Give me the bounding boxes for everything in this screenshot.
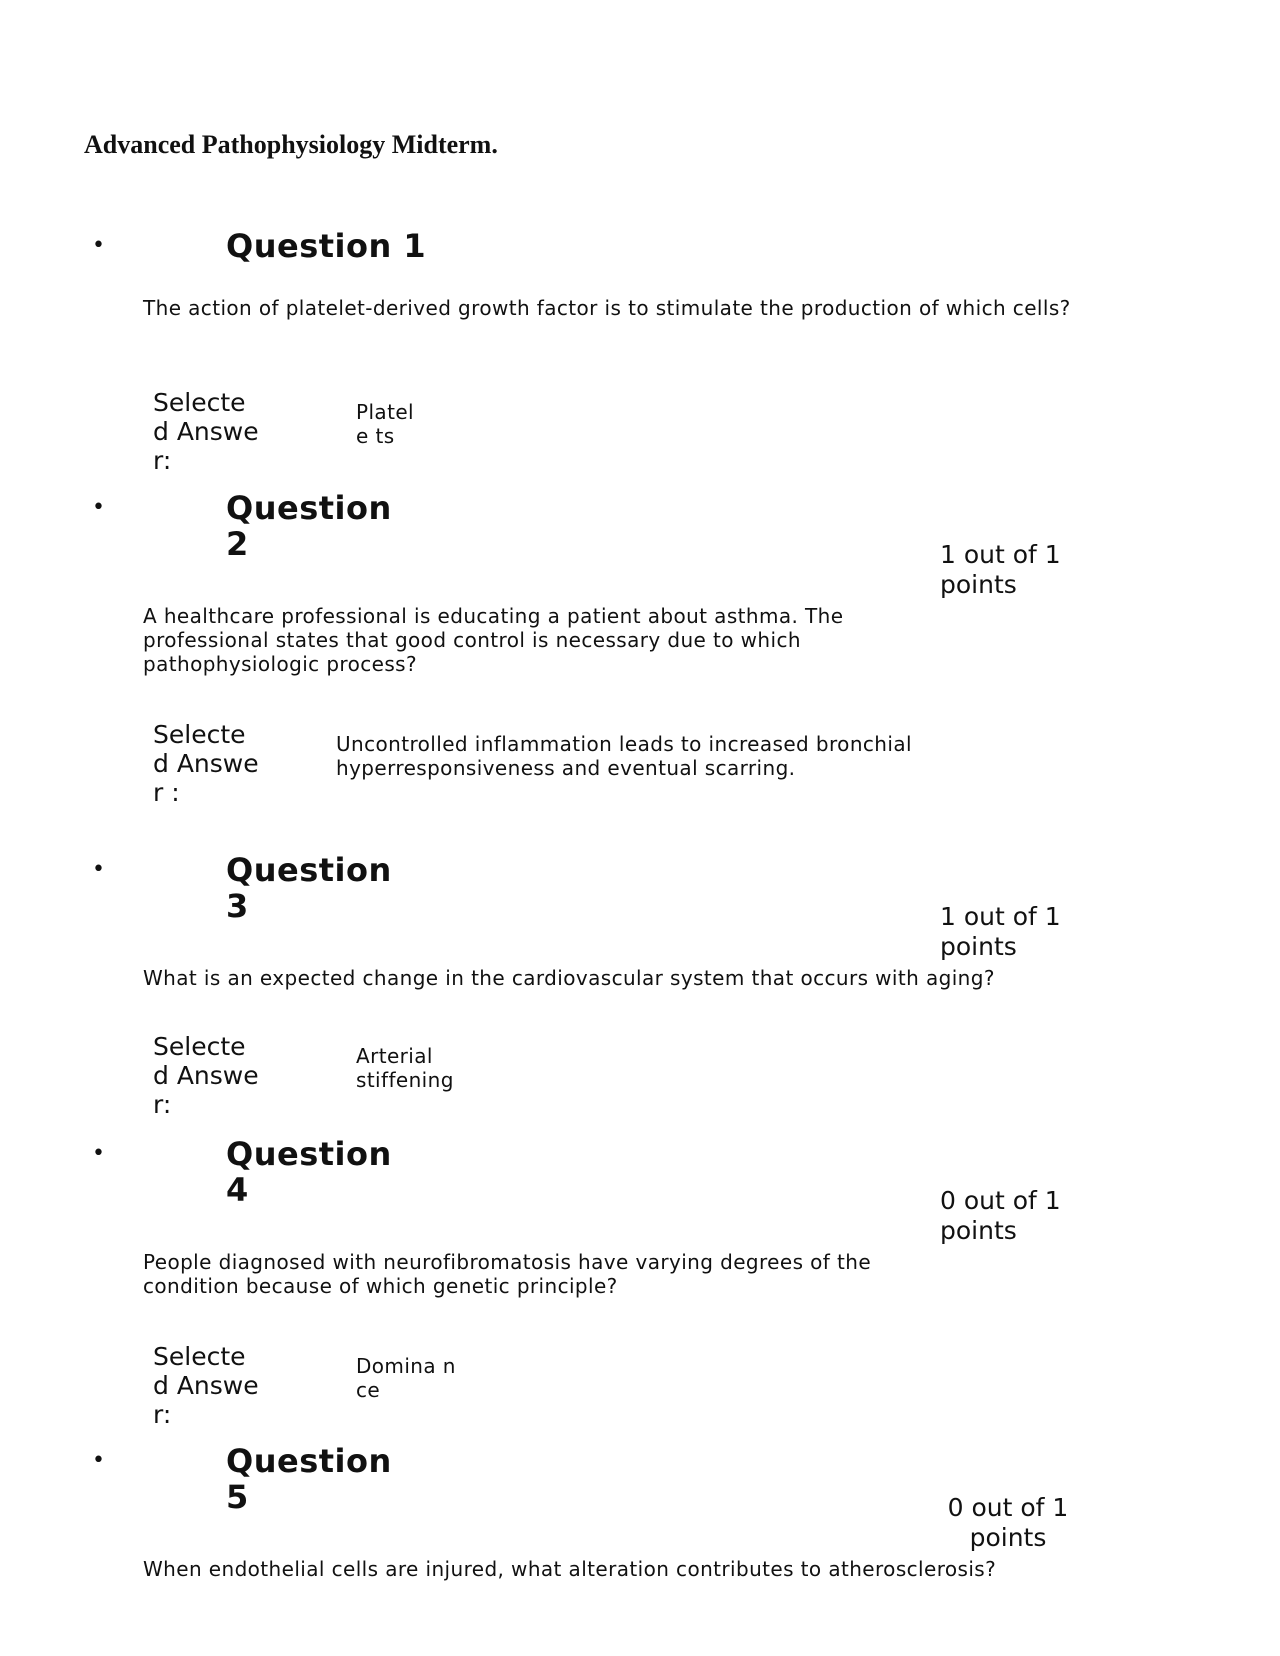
points-score: 1 out of 1 points bbox=[940, 902, 1061, 961]
bullet: • bbox=[92, 857, 105, 882]
selected-answer-label: Selecte d Answer: bbox=[153, 1342, 259, 1429]
selected-answer-label: Selecte d Answer: bbox=[153, 1032, 259, 1119]
selected-answer: Domina n ce bbox=[356, 1354, 456, 1402]
points-score: 0 out of 1 points bbox=[947, 1493, 1069, 1552]
bullet: • bbox=[92, 1141, 105, 1166]
question-heading: Question 1 bbox=[226, 227, 427, 265]
bullet: • bbox=[92, 495, 105, 520]
question-text: People diagnosed with neurofibromatosis have varying degrees of the condition because of which genetic principle? bbox=[143, 1250, 872, 1298]
points-score: 0 out of 1 points bbox=[940, 1186, 1061, 1245]
bullet: • bbox=[92, 1448, 105, 1473]
question-text: When endothelial cells are injured, what alteration contributes to atherosclerosis? bbox=[143, 1557, 997, 1581]
selected-answer: Uncontrolled inflammation leads to increased bronchial hyperresponsiveness and eventual scarring. bbox=[336, 732, 912, 780]
selected-answer-label: Selecte d Answer: bbox=[153, 388, 259, 475]
question-heading: Question 2 bbox=[226, 489, 392, 563]
question-text: What is an expected change in the cardiovascular system that occurs with aging? bbox=[143, 966, 995, 990]
selected-answer-label: Selecte d Answer : bbox=[153, 720, 259, 807]
question-text: The action of platelet-derived growth factor is to stimulate the production of which cells? bbox=[143, 296, 1071, 320]
selected-answer: Arterial stiffening bbox=[356, 1044, 454, 1092]
selected-answer: Platel e ts bbox=[356, 400, 414, 448]
points-score: 1 out of 1 points bbox=[940, 540, 1061, 599]
bullet: • bbox=[92, 233, 105, 258]
document-title: Advanced Pathophysiology Midterm. bbox=[84, 130, 498, 159]
question-heading: Question 4 bbox=[226, 1135, 392, 1209]
question-heading: Question 3 bbox=[226, 851, 392, 925]
question-text: A healthcare professional is educating a patient about asthma. The professional states that good control is necessary due to which pathophysiologic process? bbox=[143, 604, 844, 676]
question-heading: Question 5 bbox=[226, 1442, 392, 1516]
